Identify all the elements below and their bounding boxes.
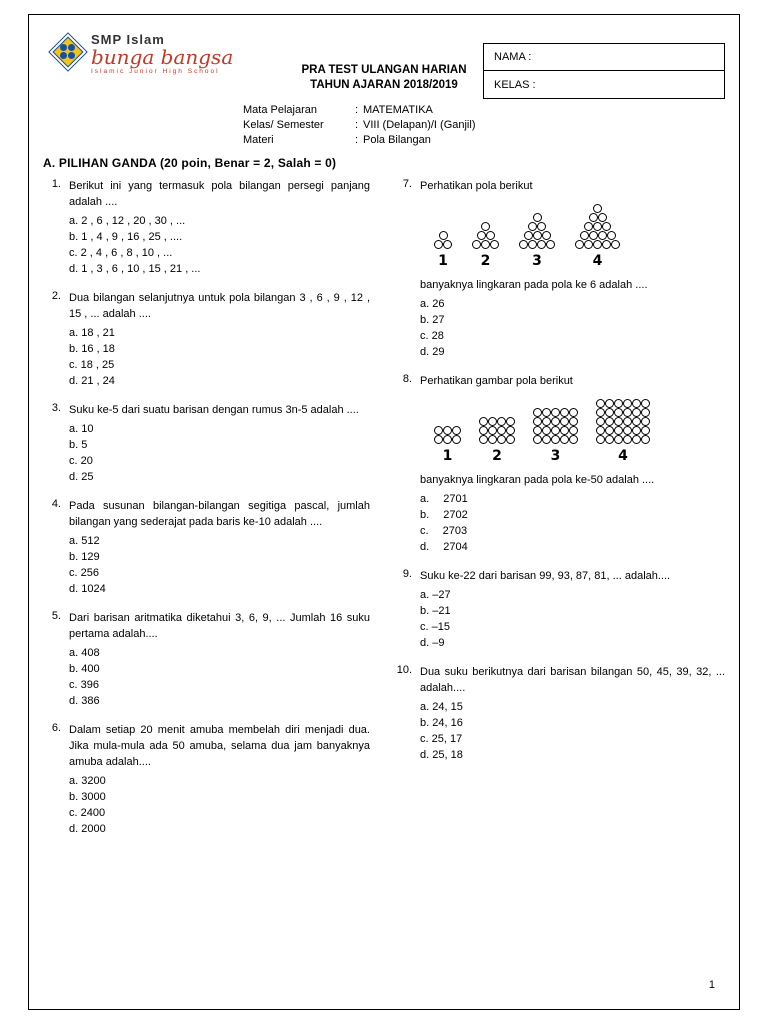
dot-icon — [479, 417, 488, 426]
dot-icon — [490, 240, 499, 249]
pattern-group-1 — [434, 426, 461, 464]
pattern-group-2 — [479, 417, 515, 464]
option-d[interactable]: d. 386 — [69, 695, 100, 707]
pattern-label: 2 — [480, 253, 491, 269]
dot-icon — [506, 426, 515, 435]
figure-caption: banyaknya lingkaran pada pola ke-50 adalah .... — [420, 474, 655, 486]
section-heading: A. PILIHAN GANDA (20 poin, Benar = 2, Salah = 0) — [43, 156, 337, 170]
option-list — [69, 213, 370, 277]
dot-icon — [434, 435, 443, 444]
name-label: NAMA : — [494, 51, 532, 63]
dot-icon — [602, 222, 611, 231]
option-d[interactable]: d. –9 — [420, 637, 445, 649]
dot-icon — [551, 426, 560, 435]
option-b[interactable]: b. 2702 — [420, 509, 468, 521]
dot-icon — [533, 213, 542, 222]
meta-row-subject — [243, 103, 725, 118]
question-text: Dua suku berikutnya dari barisan bilangan 50, 45, 39, 32, ... adalah.... — [420, 666, 725, 694]
page-number: 1 — [708, 979, 715, 991]
dot-icon — [497, 426, 506, 435]
dot-icon — [589, 213, 598, 222]
option-a[interactable]: a. 512 — [69, 535, 100, 547]
dot-icon — [488, 426, 497, 435]
dot-icon — [641, 417, 650, 426]
question-number: 8. — [402, 373, 412, 385]
option-list — [69, 325, 370, 389]
dot-icon — [434, 426, 443, 435]
question-text: Suku ke-5 dari suatu barisan dengan rumus 3n-5 adalah .... — [69, 404, 359, 416]
dot-icon — [593, 204, 602, 213]
dot-icon — [560, 417, 569, 426]
dot-icon — [632, 435, 641, 444]
dot-icon — [506, 417, 515, 426]
question-item — [43, 498, 370, 597]
pattern-label: 1 — [442, 448, 453, 464]
dot-icon — [605, 408, 614, 417]
dot-icon — [596, 408, 605, 417]
option-list — [69, 421, 370, 485]
dot-icon — [439, 231, 448, 240]
option-a[interactable]: a. 3200 — [69, 775, 106, 787]
option-d[interactable]: d. 25, 18 — [420, 749, 463, 761]
option-c[interactable]: c. 25, 17 — [420, 733, 463, 745]
dot-icon — [623, 417, 632, 426]
dot-icon — [546, 240, 555, 249]
triangle-dot-pattern-figure — [420, 204, 725, 269]
dot-icon — [584, 240, 593, 249]
question-text: Dalam setiap 20 menit amuba membelah diri menjadi dua. Jika mula-mula ada 50 amuba, selama dua jam banyaknya amuba adalah.... — [69, 724, 370, 768]
dot-icon — [569, 426, 578, 435]
dot-icon — [623, 408, 632, 417]
dot-icon — [632, 417, 641, 426]
question-text: Perhatikan gambar pola berikut — [420, 375, 573, 387]
dot-icon — [537, 222, 546, 231]
dot-icon — [488, 435, 497, 444]
dot-icon — [596, 399, 605, 408]
dot-icon — [605, 417, 614, 426]
question-item — [394, 178, 725, 360]
option-d[interactable]: d. 1024 — [69, 583, 106, 595]
question-body — [420, 568, 725, 651]
dot-icon — [632, 399, 641, 408]
dot-icon — [479, 435, 488, 444]
dot-icon — [560, 435, 569, 444]
dot-icon — [575, 240, 584, 249]
meta-colon-material: : — [355, 134, 359, 146]
question-text: Berikut ini yang termasuk pola bilangan persegi panjang adalah .... — [69, 180, 370, 208]
meta-label-class: Kelas/ Semester — [243, 119, 324, 131]
question-item — [394, 664, 725, 763]
dot-icon — [443, 240, 452, 249]
option-a[interactable]: a. 18 , 21 — [69, 327, 115, 339]
dot-icon — [589, 231, 598, 240]
dot-icon — [593, 240, 602, 249]
dot-icon — [641, 435, 650, 444]
option-d[interactable]: d. 2704 — [420, 541, 468, 553]
questions-column-right — [384, 178, 725, 850]
dot-icon — [593, 222, 602, 231]
question-item — [394, 568, 725, 651]
pattern-group-4 — [596, 399, 650, 464]
dot-icon — [598, 231, 607, 240]
option-d[interactable]: d. 29 — [420, 346, 445, 358]
option-c[interactable]: c. 2 , 4 , 6 , 8 , 10 , ... — [69, 247, 173, 259]
option-list — [420, 587, 725, 651]
dot-icon — [443, 426, 452, 435]
option-c[interactable]: c. –15 — [420, 621, 450, 633]
dot-icon — [497, 417, 506, 426]
dot-icon — [551, 435, 560, 444]
pattern-label: 2 — [492, 448, 502, 464]
question-body — [69, 722, 370, 837]
dot-icon — [605, 435, 614, 444]
question-text: Perhatikan pola berikut — [420, 180, 533, 192]
dot-icon — [614, 399, 623, 408]
option-b[interactable]: b. –21 — [420, 605, 451, 617]
dot-icon — [542, 426, 551, 435]
option-list — [420, 699, 725, 763]
pattern-group-1 — [434, 231, 452, 269]
question-number: 5. — [51, 610, 61, 622]
meta-value-class: VIII (Delapan)/I (Ganjil) — [363, 119, 476, 131]
dot-icon — [524, 231, 533, 240]
dot-icon — [614, 408, 623, 417]
pattern-label: 3 — [532, 253, 542, 269]
logo-smp-text: SMP Islam — [91, 32, 165, 47]
dot-icon — [611, 240, 620, 249]
pattern-group-3 — [519, 213, 555, 269]
dot-icon — [533, 435, 542, 444]
question-number: 1. — [51, 178, 61, 190]
dot-icon — [528, 240, 537, 249]
figure-caption: banyaknya lingkaran pada pola ke 6 adalah .... — [420, 279, 648, 291]
question-body — [69, 498, 370, 597]
option-a[interactable]: a. 10 — [69, 423, 94, 435]
dot-icon — [569, 417, 578, 426]
dot-icon — [528, 222, 537, 231]
question-text: Dari barisan aritmatika diketahui 3, 6, 9, ... Jumlah 16 suku pertama adalah.... — [69, 612, 370, 640]
question-item — [43, 610, 370, 709]
option-b[interactable]: b. 16 , 18 — [69, 343, 115, 355]
dot-icon — [519, 240, 528, 249]
dot-icon — [641, 426, 650, 435]
option-c[interactable]: c. 28 — [420, 330, 444, 342]
question-item — [43, 402, 370, 485]
option-c[interactable]: c. 396 — [69, 679, 99, 691]
dot-icon — [605, 399, 614, 408]
meta-colon-subject: : — [355, 104, 359, 116]
question-body — [69, 290, 370, 389]
page-header — [43, 29, 725, 91]
title-line-2: TAHUN AJARAN 2018/2019 — [310, 79, 458, 91]
dot-icon — [533, 417, 542, 426]
option-d[interactable]: d. 21 , 24 — [69, 375, 115, 387]
dot-icon — [560, 426, 569, 435]
option-a[interactable]: a. 26 — [420, 298, 445, 310]
exam-title — [43, 63, 725, 93]
question-body — [420, 178, 725, 360]
option-list — [420, 296, 725, 360]
option-list — [69, 533, 370, 597]
dot-icon — [614, 417, 623, 426]
dot-icon — [605, 426, 614, 435]
question-body — [420, 664, 725, 763]
title-line-1: PRA TEST ULANGAN HARIAN — [301, 64, 467, 76]
option-a[interactable]: a. 24, 15 — [420, 701, 463, 713]
pattern-group-2 — [472, 222, 499, 269]
question-text: Dua bilangan selanjutnya untuk pola bilangan 3 , 6 , 9 , 12 , 15 , ... adalah .... — [69, 292, 370, 320]
option-b[interactable]: b. 3000 — [69, 791, 106, 803]
exam-meta — [243, 103, 725, 148]
class-label: KELAS : — [494, 78, 536, 91]
dot-icon — [551, 417, 560, 426]
dot-icon — [542, 408, 551, 417]
rectangle-dot-pattern-figure — [420, 399, 725, 464]
option-d[interactable]: d. 2000 — [69, 823, 106, 835]
meta-value-material: Pola Bilangan — [363, 134, 431, 146]
meta-label-material: Materi — [243, 134, 274, 146]
dot-icon — [596, 426, 605, 435]
option-d[interactable]: d. 1 , 3 , 6 , 10 , 15 , 21 , ... — [69, 263, 201, 275]
page-inner — [43, 29, 725, 995]
question-body — [420, 373, 725, 555]
option-c[interactable]: c. 2703 — [420, 525, 468, 537]
dot-icon — [560, 408, 569, 417]
dot-icon — [596, 417, 605, 426]
dot-icon — [533, 231, 542, 240]
dot-icon — [607, 231, 616, 240]
dot-icon — [533, 408, 542, 417]
pattern-label: 1 — [438, 253, 448, 269]
dot-icon — [533, 426, 542, 435]
pattern-label: 4 — [592, 253, 603, 269]
dot-icon — [434, 240, 443, 249]
exam-page — [28, 14, 740, 1010]
dot-icon — [596, 435, 605, 444]
question-number: 10. — [396, 664, 412, 676]
meta-row-class — [243, 118, 725, 133]
option-b[interactable]: b. 1 , 4 , 9 , 16 , 25 , .... — [69, 231, 183, 243]
dot-icon — [614, 435, 623, 444]
questions-column-left — [43, 178, 384, 850]
dot-icon — [472, 240, 481, 249]
question-number: 7. — [402, 178, 412, 190]
dot-icon — [614, 426, 623, 435]
dot-icon — [481, 222, 490, 231]
question-number: 9. — [402, 568, 412, 580]
dot-icon — [623, 399, 632, 408]
dot-icon — [584, 222, 593, 231]
meta-label-subject: Mata Pelajaran — [243, 104, 317, 116]
dot-icon — [641, 399, 650, 408]
option-list — [420, 491, 725, 555]
meta-row-material — [243, 133, 725, 148]
option-c[interactable]: c. 2400 — [69, 807, 106, 819]
question-item — [43, 178, 370, 277]
dot-icon — [602, 240, 611, 249]
option-list — [69, 645, 370, 709]
pattern-group-3 — [533, 408, 578, 464]
dot-icon — [641, 408, 650, 417]
question-body — [69, 178, 370, 277]
meta-colon-class: : — [355, 119, 359, 131]
dot-icon — [477, 231, 486, 240]
option-b[interactable]: b. 400 — [69, 663, 100, 675]
question-number: 2. — [51, 290, 61, 302]
question-text: Suku ke-22 dari barisan 99, 93, 87, 81, ... adalah.... — [420, 570, 671, 582]
dot-icon — [486, 231, 495, 240]
question-number: 3. — [51, 402, 61, 414]
dot-icon — [537, 240, 546, 249]
dot-icon — [569, 435, 578, 444]
question-number: 6. — [51, 722, 61, 734]
dot-icon — [569, 408, 578, 417]
dot-icon — [551, 408, 560, 417]
question-body — [69, 610, 370, 709]
questions-columns — [43, 178, 725, 850]
logo-subtitle-text: Islamic Junior High School — [91, 68, 220, 75]
question-number: 4. — [51, 498, 61, 510]
dot-icon — [497, 435, 506, 444]
option-d[interactable]: d. 25 — [69, 471, 94, 483]
dot-icon — [506, 435, 515, 444]
dot-icon — [481, 240, 490, 249]
dot-icon — [542, 231, 551, 240]
dot-icon — [452, 426, 461, 435]
option-b[interactable]: b. 27 — [420, 314, 445, 326]
dot-icon — [580, 231, 589, 240]
dot-icon — [443, 435, 452, 444]
option-a[interactable]: a. –27 — [420, 589, 451, 601]
pattern-group-4 — [575, 204, 620, 269]
pattern-label: 4 — [618, 448, 628, 464]
logo-script-text: bunga bangsa — [91, 45, 234, 69]
option-b[interactable]: b. 24, 16 — [420, 717, 463, 729]
dot-icon — [632, 426, 641, 435]
dot-icon — [598, 213, 607, 222]
option-a[interactable]: a. 2 , 6 , 12 , 20 , 30 , ... — [69, 215, 186, 227]
dot-icon — [488, 417, 497, 426]
dot-icon — [542, 435, 551, 444]
option-b[interactable]: b. 129 — [69, 551, 100, 563]
option-c[interactable]: c. 256 — [69, 567, 99, 579]
option-b[interactable]: b. 5 — [69, 439, 88, 451]
dot-icon — [623, 426, 632, 435]
option-a[interactable]: a. 408 — [69, 647, 100, 659]
dot-icon — [542, 417, 551, 426]
question-text: Pada susunan bilangan-bilangan segitiga pascal, jumlah bilangan yang sederajat pada baris ke-10 adalah .... — [69, 500, 370, 528]
question-item — [394, 373, 725, 555]
dot-icon — [632, 408, 641, 417]
option-c[interactable]: c. 20 — [69, 455, 93, 467]
dot-icon — [623, 435, 632, 444]
question-item — [43, 290, 370, 389]
meta-value-subject: MATEMATIKA — [363, 104, 433, 116]
option-a[interactable]: a. 2701 — [420, 493, 468, 505]
option-c[interactable]: c. 18 , 25 — [69, 359, 115, 371]
pattern-label: 3 — [550, 448, 561, 464]
dot-icon — [452, 435, 461, 444]
question-body — [69, 402, 370, 485]
question-item — [43, 722, 370, 837]
dot-icon — [479, 426, 488, 435]
option-list — [69, 773, 370, 837]
